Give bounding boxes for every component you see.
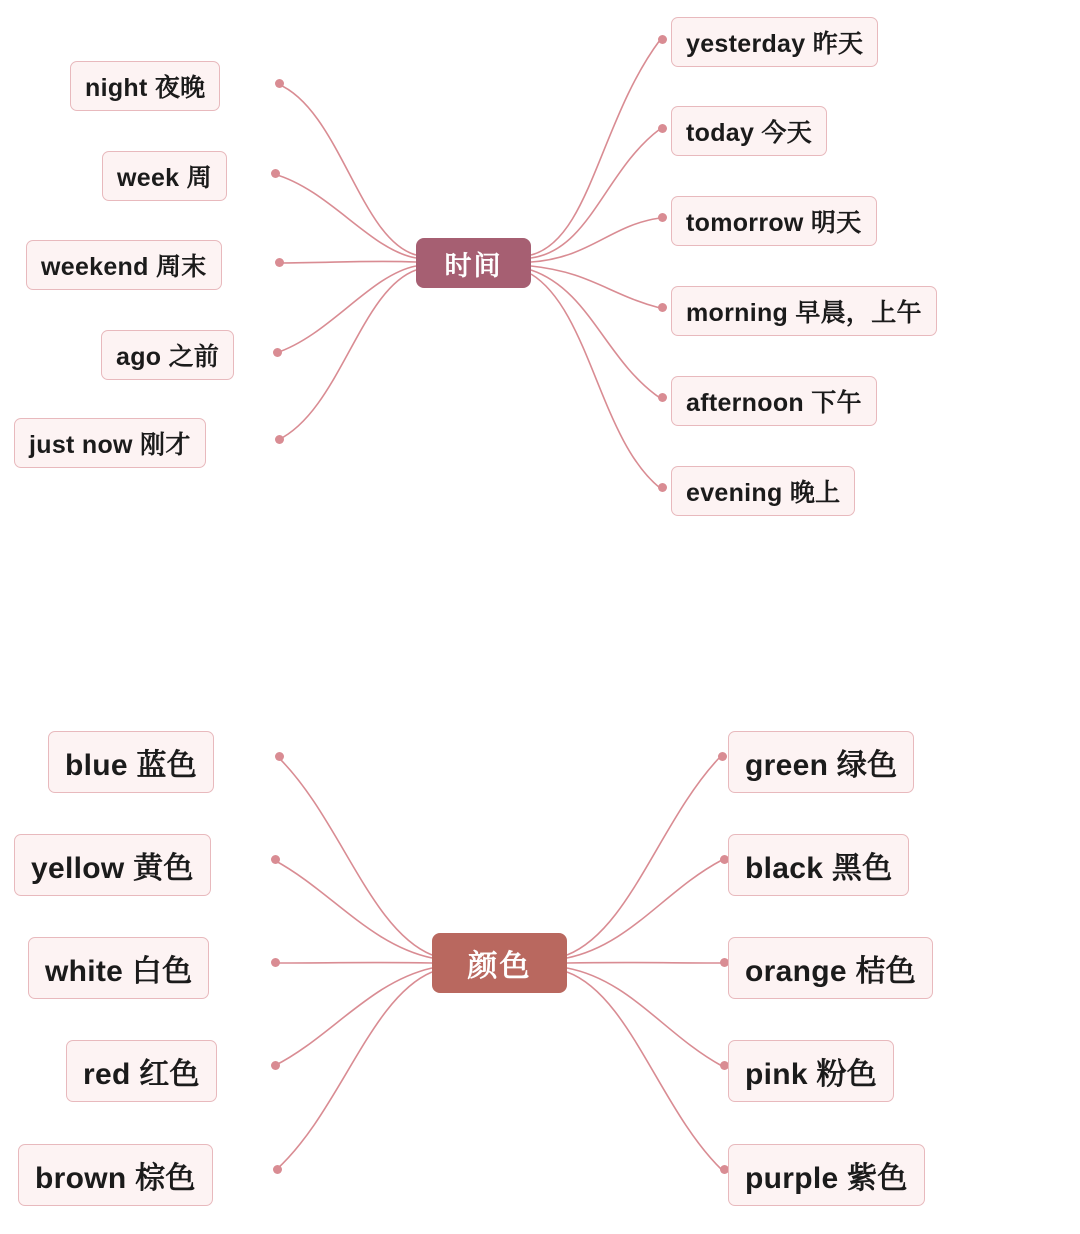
connector-dot — [658, 35, 667, 44]
connector-dot — [273, 1165, 282, 1174]
connector-dot — [271, 1061, 280, 1070]
connector-dot — [718, 752, 727, 761]
branch-color-left-2[interactable]: yellow 黄色 — [14, 834, 211, 896]
branch-color-right-1[interactable]: green 绿色 — [728, 731, 914, 793]
branch-color-right-5[interactable]: purple 紫色 — [728, 1144, 925, 1206]
connector-dot — [658, 124, 667, 133]
branch-time-left-4[interactable]: ago 之前 — [101, 330, 234, 380]
branch-time-right-1[interactable]: yesterday 昨天 — [671, 17, 878, 67]
connector-dot — [275, 258, 284, 267]
connector-dot — [271, 958, 280, 967]
connector-dot — [275, 79, 284, 88]
connector-dot — [275, 752, 284, 761]
connector-dot — [658, 483, 667, 492]
branch-time-right-5[interactable]: afternoon 下午 — [671, 376, 877, 426]
branch-color-left-4[interactable]: red 红色 — [66, 1040, 217, 1102]
connector-dot — [658, 213, 667, 222]
connector-dot — [271, 855, 280, 864]
connector-dot — [273, 348, 282, 357]
branch-color-left-3[interactable]: white 白色 — [28, 937, 209, 999]
hub-time[interactable]: 时间 — [416, 238, 531, 288]
branch-time-left-1[interactable]: night 夜晚 — [70, 61, 220, 111]
connector-dot — [658, 303, 667, 312]
hub-color[interactable]: 颜色 — [432, 933, 567, 993]
branch-time-left-2[interactable]: week 周 — [102, 151, 227, 201]
branch-time-right-2[interactable]: today 今天 — [671, 106, 827, 156]
branch-time-right-4[interactable]: morning 早晨，上午 — [671, 286, 937, 336]
connector-dot — [658, 393, 667, 402]
branch-color-right-3[interactable]: orange 桔色 — [728, 937, 933, 999]
connector-dot — [271, 169, 280, 178]
connector-dot — [275, 435, 284, 444]
branch-time-left-3[interactable]: weekend 周末 — [26, 240, 222, 290]
branch-color-right-2[interactable]: black 黑色 — [728, 834, 909, 896]
branch-time-right-6[interactable]: evening 晚上 — [671, 466, 855, 516]
branch-time-right-3[interactable]: tomorrow 明天 — [671, 196, 877, 246]
branch-color-left-1[interactable]: blue 蓝色 — [48, 731, 214, 793]
branch-time-left-5[interactable]: just now 刚才 — [14, 418, 206, 468]
branch-color-right-4[interactable]: pink 粉色 — [728, 1040, 894, 1102]
branch-color-left-5[interactable]: brown 棕色 — [18, 1144, 213, 1206]
